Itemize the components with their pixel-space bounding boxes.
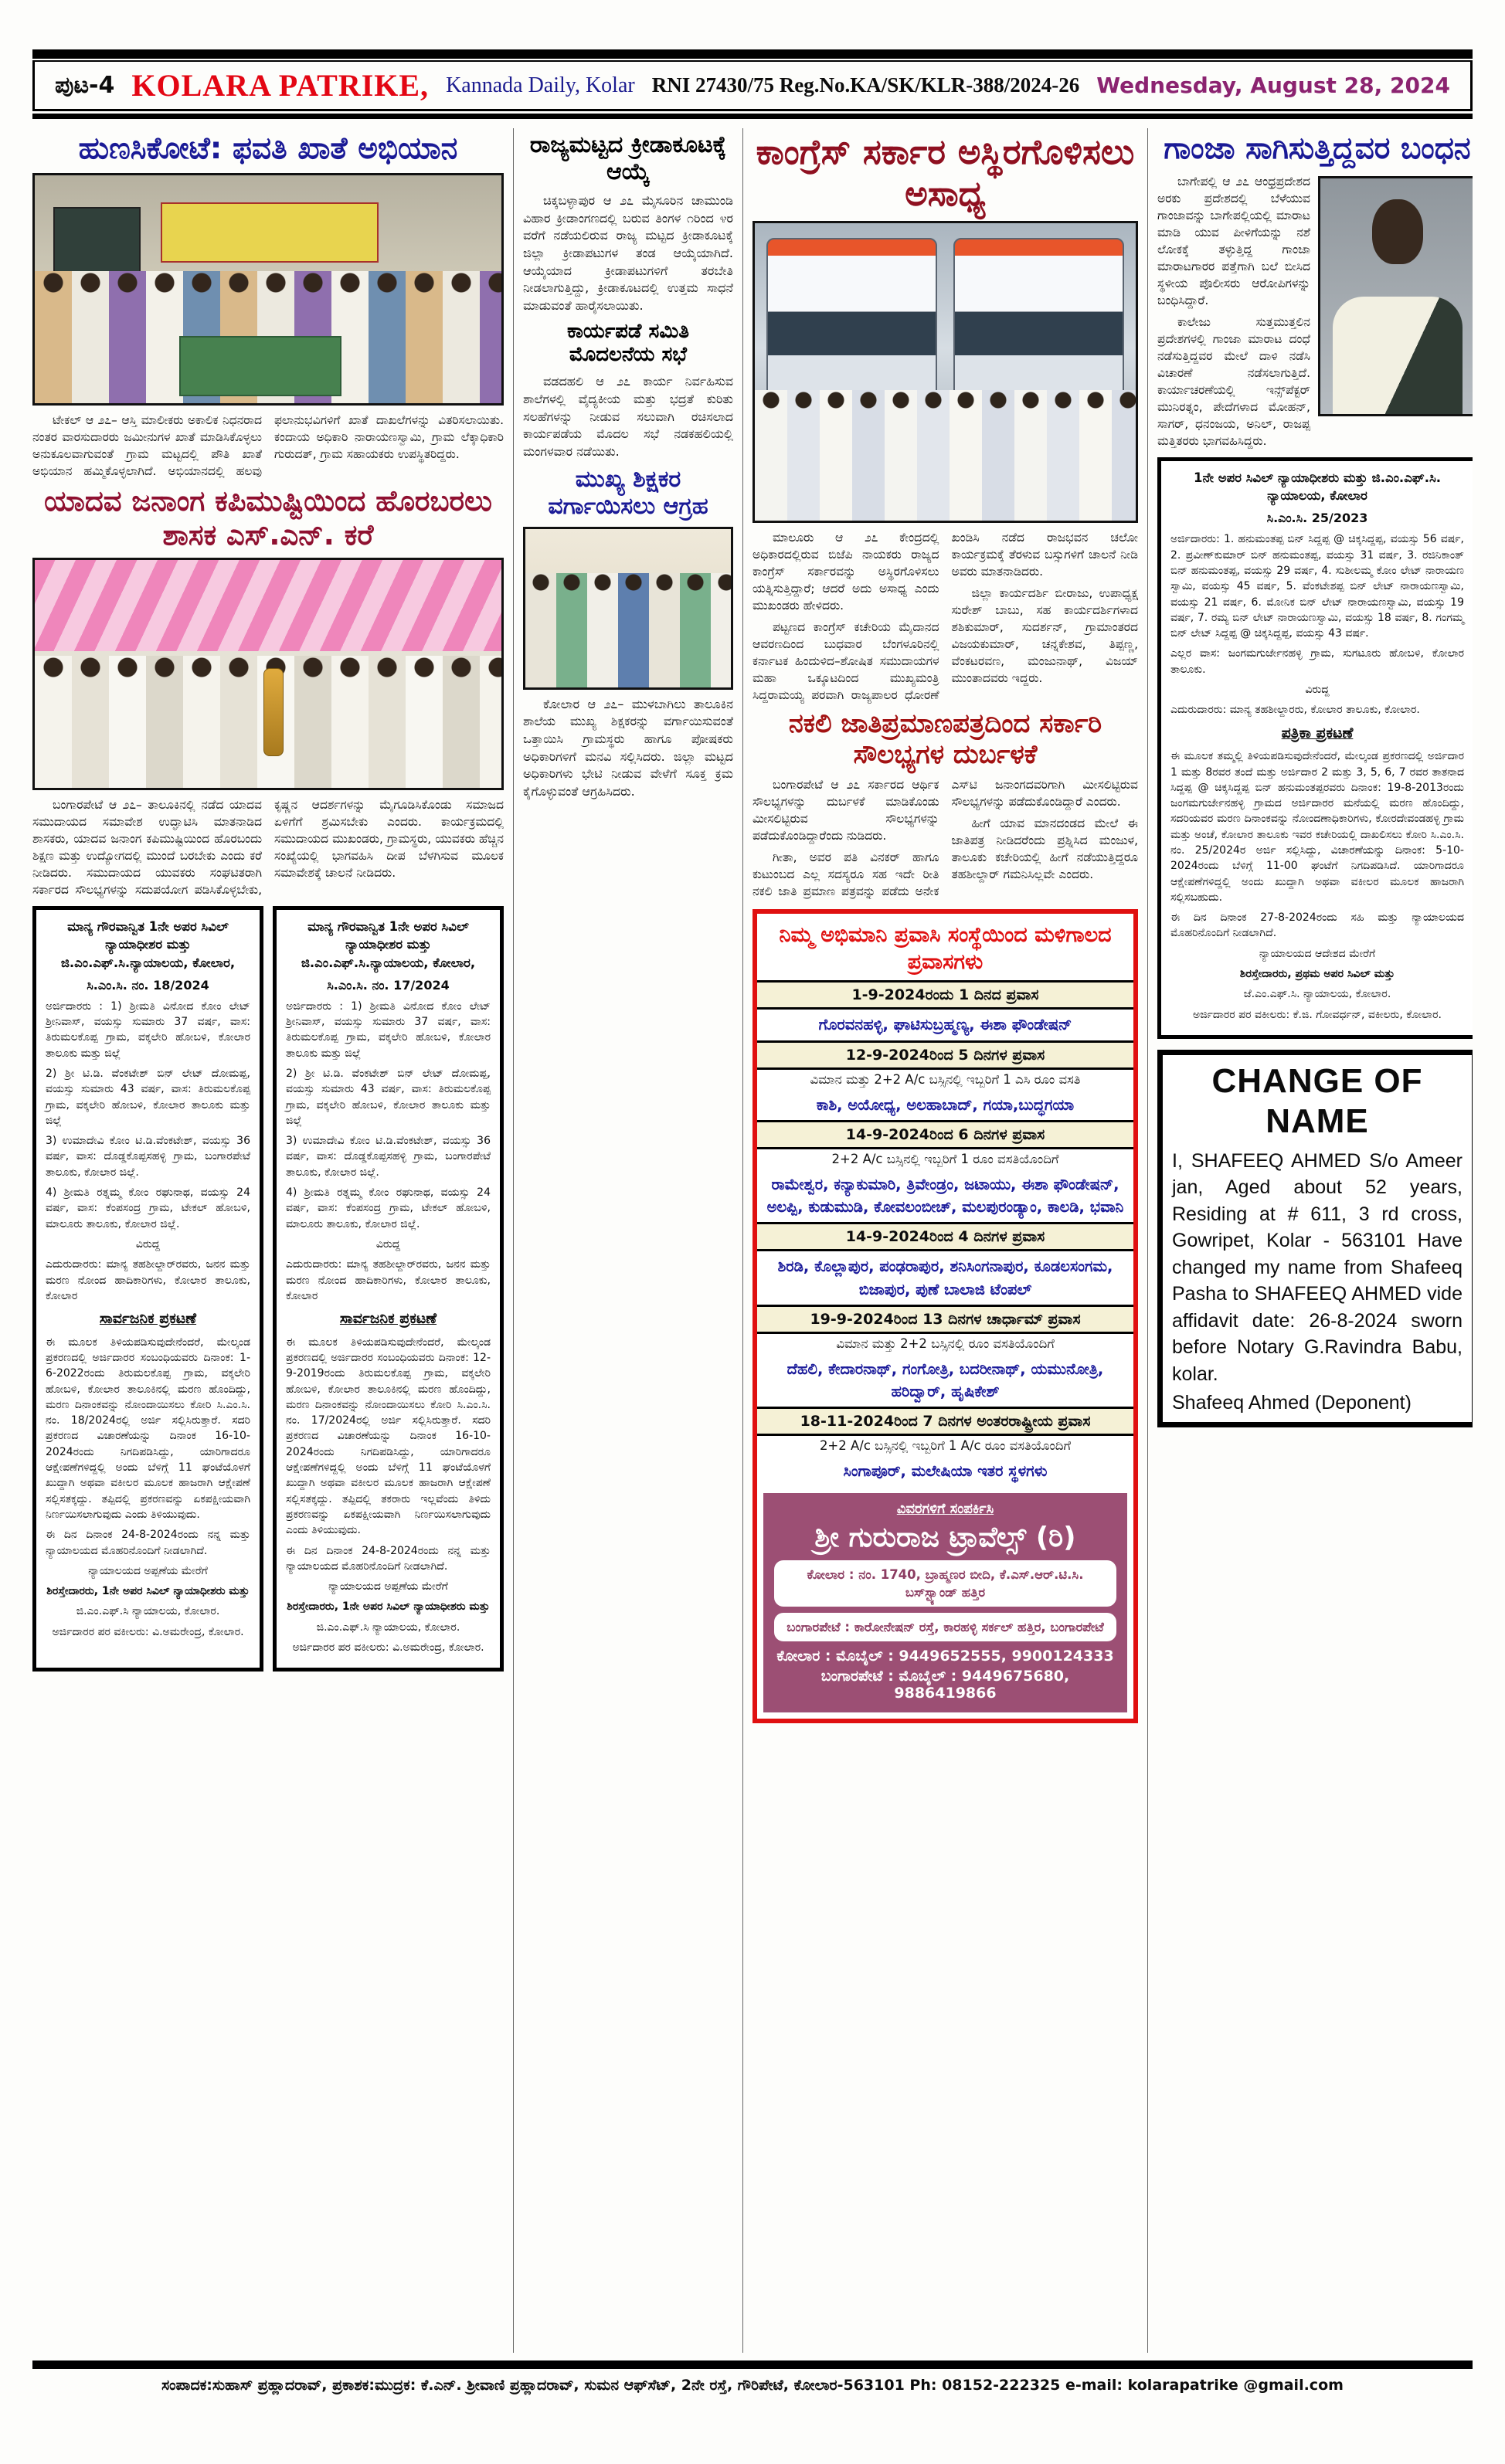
photo-decoration [161,202,379,263]
page-columns [32,128,1473,2353]
tour-date: 18-11-2024ರಿಂದ 7 ದಿನಗಳ ಅಂತರರಾಷ್ಟ್ರೀಯ ಪ್ರವಾಸ [757,1407,1133,1436]
paragraph: ಕಾಲೇಜು ಸುತ್ತಮುತ್ತಲಿನ ಪ್ರದೇಶಗಳಲ್ಲಿ ಗಾಂಜಾ ಮಾರಾಟ ದಂಧೆ ನಡೆಸುತ್ತಿದ್ದವರ ಮೇಲೆ ದಾಳಿ ನಡೆಸಿ ವಿಚಾರಣೆ ನಡೆಸಲಾಗುತ್ತಿದೆ. ಕಾರ್ಯಾಚರಣೆಯಲ್ಲಿ ಇನ್ಸ್‌ಪೆಕ್ಟರ್ ಮುನಿರತ್ನಂ, ಪೇದೆಗಳಾದ ಮೋಹನ್, ಸಾಗರ್, ಧನಂಜಯ, ಅನಿಲ್, ರಾಜಪ್ಪ ಮತ್ತಿತರರು ಭಾಗವಹಿಸಿದ್ದರು. [1157,315,1310,449]
masthead-rule [32,114,1473,119]
paragraph: ಟೇಕಲ್ ಆ ೨೭– ಆಸ್ತಿ ಮಾಲೀಕರು ಅಕಾಲಿಕ ನಿಧನರಾದ ನಂತರ ವಾರಸುದಾರರು ಜಮೀನುಗಳ ಖಾತೆ ಮಾಡಿಸಿಕೊಳ್ಳಲು ಅನುಕೂಲವಾಗುವಂತೆ ಗ್ರಾಮ ಮಟ್ಟದಲ್ಲಿ ಪೌತಿ ಖಾತೆ ಅಭಿಯಾನ ಹಮ್ಮಿಕೊಳ್ಳಲಾಗಿದೆ. ಅಭಿಯಾನದಲ್ಲಿ ಹಲವು ಫಲಾನುಭವಿಗಳಿಗೆ ಖಾತೆ ದಾಖಲೆಗಳನ್ನು ವಿತರಿಸಲಾಯಿತು. ಕಂದಾಯ ಅಧಿಕಾರಿ ನಾರಾಯಣಸ್ವಾಮಿ, ಗ್ರಾಮ ಲೆಕ್ಕಾಧಿಕಾರಿ ಗುರುದತ್, ಗ್ರಾಮ ಸಹಾಯಕರು ಉಪಸ್ಥಿತರಿದ್ದರು. [32,413,504,479]
photo-bus-flagoff [752,221,1138,523]
article-body [523,696,733,801]
notice-designation: ಜಿ.ಎಂ.ಎಫ್.ಸಿ ನ್ಯಾಯಾಲಯ, ಕೋಲಾರ. [76,1605,220,1618]
paragraph: ಬಂಗಾರಪೇಟೆ ಆ ೨೭ ಸರ್ಕಾರದ ಆರ್ಥಿಕ ಸೌಲಭ್ಯಗಳನ್ನು ದುರ್ಬಳಕೆ ಮಾಡಿಕೊಂಡು ಮೀಸಲಿಟ್ಟಿರುವ ಸೌಲಭ್ಯಗಳನ್ನು ಪಡೆದುಕೊಂಡಿದ್ದಾರೆಂದು ನುಡಿದರು. [752,778,939,843]
article-headline: ನಕಲಿ ಜಾತಿಪ್ರಮಾಣಪತ್ರದಿಂದ ಸರ್ಕಾರಿ ಸೌಲಭ್ಯಗಳ ದುರ್ಬಳಕೆ [788,708,1102,771]
photo-yadava-event [32,558,504,790]
change-of-name-signature: Shafeeq Ahmed (Deponent) [1172,1392,1412,1414]
paragraph: ಜಿಲ್ಲಾ ಕಾರ್ಯದರ್ಶಿ ಬೀರಾಜು, ಉಪಾಧ್ಯಕ್ಷ ಸುರೇಶ್ ಬಾಬು, ಸಹ ಕಾರ್ಯದರ್ಶಿಗಳಾದ ಶಶಿಕುಮಾರ್, ಸುದರ್ಶನ್, ಗ್ರಾಮಾಂತರದ ವಿಜಯಕುಮಾರ್, ಚನ್ನಕೇಶವ, ತಿಪ್ಪಣ್ಣ, ವೆಂಕಟರವಣ, ಮಂಜುನಾಥ್, ವಿಜಯ್ ಮುಂತಾದವರು ಇದ್ದರು. [951,586,1138,685]
ad-address-kolar: ಕೋಲಾರ : ನಂ. 1740, ಬ್ರಾಹ್ಮಣರ ಬೀದಿ, ಕೆ.ಎಸ್.ಆರ್.ಟಿ.ಸಿ. ಬಸ್‌ಸ್ಟ್ಯಾಂಡ್ ಹತ್ತಿರ [774,1560,1116,1607]
photo-decoration [525,573,731,687]
court-notice-cmc18 [32,906,263,1672]
article-sports-selection [523,131,733,315]
ad-tour-row [757,1040,1133,1120]
article-body [752,776,1138,900]
notice-designation: ಶಿರಸ್ತೇದಾರರು, ಪ್ರಥಮ ಅಪರ ಸಿವಿಲ್ ಮತ್ತು [1239,968,1395,981]
notice-court-title: ಮಾನ್ಯ ಗೌರವಾನ್ವಿತ 1ನೇ ಅಪರ ಸಿವಿಲ್ ನ್ಯಾಯಾಧೀಶರ ಮತ್ತು ಜಿ.ಎಂ.ಎಫ್.ಸಿ.ನ್ಯಾಯಾಲಯ, ಕೋಲಾರ, [301,919,476,970]
ad-agency-contact [763,1493,1127,1712]
column-4 [1147,128,1473,2353]
notice-advocate: ಅರ್ಜಿದಾರರ ಪರ ವಕೀಲರು: ವಿ.ಅಮರೇಂದ್ರ, ಕೋಲಾರ. [292,1641,484,1655]
column-3 [742,128,1138,2353]
tour-destinations: ರಾಮೇಶ್ವರ, ಕನ್ಯಾಕುಮಾರಿ, ತ್ರಿವೇಂಡ್ರಂ, ಜಟಾಯು, ಈಶಾ ಫೌಂಡೇಷನ್, ಅಲಪ್ಪಿ, ಕುಡುಮುಡಿ, ಕೋವಲಂಬೀಚ್, ಮಲಪುರಂಡ್ಯಾಂ, ಕಾಲಡಿ, ಭವಾನಿ [766,1175,1124,1217]
page-top-rule [32,49,1473,59]
notice-designation: ಶಿರಸ್ತೇದಾರರು, 1ನೇ ಅಪರ ಸಿವಿಲ್ ನ್ಯಾಯಾಧೀಶರು ಮತ್ತು [46,1585,250,1598]
article-yadava [32,484,504,898]
notice-applicant: 3) ಉಮಾದೇವಿ ಕೋಂ ಟಿ.ಡಿ.ವೆಂಕಟೇಶ್, ವಯಸ್ಸು 36 ವರ್ಷ, ವಾಸ: ದೊಡ್ಡಕೊಪ್ಪಸಹಳ್ಳಿ ಗ್ರಾಮ, ಬಂಗಾರಪೇಟೆ ತಾಲೂಕು, ಕೋಲಾರ ಜಿಲ್ಲೆ. [46,1135,250,1179]
notice-applicants: ಅರ್ಜಿದಾರರು: 1. ಹನುಮಂತಪ್ಪ ಬಿನ್ ಸಿದ್ದಪ್ಪ @ ಚಿಕ್ಕಸಿದ್ದಪ್ಪ, ವಯಸ್ಸು 56 ವರ್ಷ, 2. ಪ್ರವೀಣ್‌ಕುಮಾರ್ ಬಿನ್ ಹನುಮಂತಪ್ಪ, ವಯಸ್ಸು 31 ವರ್ಷ, 3. ರಜಿನಿಕಾಂತ್ ಬಿನ್ ಹನುಮಂತಪ್ಪ, ವಯಸ್ಸು 29 ವರ್ಷ, 4. ಸುಶೀಲಮ್ಮ ಕೋಂ ಲೇಟ್ ನಾರಾಯಣ ಸ್ವಾಮಿ, ವಯಸ್ಸು 45 ವರ್ಷ, 5. ವೆಂಕಟೇಶಪ್ಪ ಬಿನ್ ಲೇಟ್ ನಾರಾಯಣಸ್ವಾಮಿ, ವಯಸ್ಸು 21 ವರ್ಷ, 6. ಮೋನಿಕ ಬಿನ್ ಲೇಟ್ ನಾರಾಯಣಸ್ವಾಮಿ, ವಯಸ್ಸು 19 ವರ್ಷ, 7. ರಮ್ಯ ಬಿನ್ ಲೇಟ್ ನಾರಾಯಣಸ್ವಾಮಿ, ವಯಸ್ಸು 18 ವರ್ಷ, 8. ಗಂಗಮ್ಮ ಬಿನ್ ಲೇಟ್ ಸಿದ್ದಪ್ಪ @ ಚಿಕ್ಕಸಿದ್ದಪ್ಪ, ವಯಸ್ಸು 43 ವರ್ಷ. [1170,533,1464,640]
article-body [523,192,733,315]
notice-issued: ಈ ದಿನ ದಿನಾಂಕ 27-8-2024ರಂದು ಸಹಿ ಮತ್ತು ನ್ಯಾಯಾಲಯದ ಮೊಹರಿನೊಂದಿಗೆ ನೀಡಲಾಗಿದೆ. [1170,911,1464,940]
notice-body: ಈ ಮೂಲಕ ತಿಳಿಯಪಡಿಸುವುದೇನೆಂದರೆ, ಮೇಲ್ಕಂಡ ಪ್ರಕರಣದಲ್ಲಿ ಅರ್ಜಿದಾರರ ಸಂಬಂಧಿಯವರು ದಿನಾಂಕ: 12-9-2019ರಂದು ತಿರುಮಲಕೊಪ್ಪ ಗ್ರಾಮ, ವಕ್ಕಲೇರಿ ಹೋಬಳಿ, ಕೋಲಾರ ತಾಲೂಕಿನಲ್ಲಿ ಮರಣ ಹೊಂದಿದ್ದು, ಮರಣ ದಿನಾಂಕವನ್ನು ನೋಂದಾಯಿಸಲು ಕೋರಿ ಸಿ.ಎಂ.ಸಿ. ನಂ. 17/2024ರಲ್ಲಿ ಅರ್ಜಿ ಸಲ್ಲಿಸಿರುತ್ತಾರೆ. ಸದರಿ ಪ್ರಕರಣದ ವಿಚಾರಣೆಯನ್ನು ದಿನಾಂಕ 16-10-2024ರಂದು ನಿಗದಿಪಡಿಸಿದ್ದು, ಯಾರಿಗಾದರೂ ಆಕ್ಷೇಪಣೆಗಳಿದ್ದಲ್ಲಿ ಅಂದು ಬೆಳಿಗ್ಗೆ 11 ಘಂಟೆಯೊಳಗೆ ಖುದ್ದಾಗಿ ಅಥವಾ ವಕೀಲರ ಮೂಲಕ ಹಾಜರಾಗಿ ಆಕ್ಷೇಪಣೆ ಸಲ್ಲಿಸತಕ್ಕದ್ದು. ತಪ್ಪಿದಲ್ಲಿ ತಕರಾರು ಇಲ್ಲವೆಂದು ತಿಳಿದು ಪ್ರಕರಣವನ್ನು ಏಕಪಕ್ಷೀಯವಾಗಿ ನಿರ್ಣಯಿಸಲಾಗುವುದು ಎಂದು ತಿಳಿಯುವುದು. [286,1336,491,1537]
change-of-name-notice [1157,1050,1473,1427]
article-khata-campaign [32,131,504,480]
footer-rule [32,2360,1473,2369]
notice-by-order: ನ್ಯಾಯಾಲಯದ ಆದೇಶದ ಮೇರೆಗೆ [1259,947,1376,960]
article-body [523,373,733,461]
newspaper-title: KOLARA PATRIKE, [131,68,430,103]
notice-designation: ಜಿ.ಎಂ.ಎಫ್.ಸಿ ನ್ಯಾಯಾಲಯ, ಕೋಲಾರ. [316,1621,460,1634]
photo-headmaster-memorandum [523,527,733,690]
paragraph: ಹೀಗೆ ಯಾವ ಮಾನದಂಡದ ಮೇಲೆ ಈ ಜಾತಿಪತ್ರ ನೀಡಿದರೆಂದು ಪ್ರಶ್ನಿಸಿದ ಮಂಜುಳ, ತಾಲೂಕು ಕಚೇರಿಯಲ್ಲಿ ಹೀಗೆ ನಡೆಯುತ್ತಿದ್ದರೂ ತಹಶೀಲ್ದಾರ್ ಗಮನಿಸಿಲ್ಲವೇ ಎಂದರು. [951,816,1138,882]
notice-advocate: ಅರ್ಜಿದಾರರ ಪರ ವಕೀಲರು: ಕೆ.ಜಿ. ಗೋವರ್ಧನ್, ವಕೀಲರು, ಕೋಲಾರ. [1193,1008,1442,1021]
notice-applicant: ಅರ್ಜಿದಾರರು : 1) ಶ್ರೀಮತಿ ವಿನೋದ ಕೋಂ ಲೇಟ್ ಶ್ರೀನಿವಾಸ್, ವಯಸ್ಸು ಸುಮಾರು 37 ವರ್ಷ, ವಾಸ: ತಿರುಮಲಕೊಪ್ಪ ಗ್ರಾಮ, ವಕ್ಕಲೇರಿ ಹೋಬಳಿ, ಕೋಲಾರ ತಾಲೂಕು ಮತ್ತು ಜಿಲ್ಲೆ [46,1000,250,1060]
photo-decoration [766,238,937,402]
article-congress-government [752,131,1138,704]
notice-body: ಈ ಮೂಲಕ ತಿಳಿಯಪಡಿಸುವುದೇನೆಂದರೆ, ಮೇಲ್ಕಂಡ ಪ್ರಕರಣದಲ್ಲಿ ಅರ್ಜಿದಾರರ ಸಂಬಂಧಿಯವರು ದಿನಾಂಕ: 1-6-2022ರಂದು ತಿರುಮಲಕೊಪ್ಪ ಗ್ರಾಮ, ವಕ್ಕಲೇರಿ ಹೋಬಳಿ, ಕೋಲಾರ ತಾಲೂಕಿನಲ್ಲಿ ಮರಣ ಹೊಂದಿದ್ದು, ಮರಣ ದಿನಾಂಕವನ್ನು ನೋಂದಾಯಿಸಲು ಕೋರಿ ಸಿ.ಎಂ.ಸಿ. ನಂ. 18/2024ರಲ್ಲಿ ಅರ್ಜಿ ಸಲ್ಲಿಸಿರುತ್ತಾರೆ. ಸದರಿ ಪ್ರಕರಣದ ವಿಚಾರಣೆಯನ್ನು ದಿನಾಂಕ 16-10-2024ರಂದು ನಿಗದಿಪಡಿಸಿದ್ದು, ಯಾರಿಗಾದರೂ ಆಕ್ಷೇಪಣೆಗಳಿದ್ದಲ್ಲಿ ಅಂದು ಬೆಳಿಗ್ಗೆ 11 ಘಂಟೆಯೊಳಗೆ ಖುದ್ದಾಗಿ ಅಥವಾ ವಕೀಲರ ಮೂಲಕ ಹಾಜರಾಗಿ ಆಕ್ಷೇಪಣೆ ಸಲ್ಲಿಸತಕ್ಕದ್ದು. ತಪ್ಪಿದಲ್ಲಿ ಪ್ರಕರಣವನ್ನು ಏಕಪಕ್ಷೀಯವಾಗಿ ನಿರ್ಣಯಿಸಲಾಗುವುದು ಎಂದು ತಿಳಿಯುವುದು. [46,1336,250,1521]
page-number-label: ಪುಟ-4 [55,72,115,99]
imprint-line: ಸಂಪಾದಕ:ಸುಹಾಸ್ ಪ್ರಹ್ಲಾದರಾವ್, ಪ್ರಕಾಶಕ:ಮುದ್ರಕ: ಕೆ.ಎನ್. ಶ್ರೀವಾಣಿ ಪ್ರಹ್ಲಾದರಾವ್, ಸುಮನ ಆಫ್‌ಸೆಟ್, 2ನೇ ರಸ್ತೆ, ಗೌರಿಪೇಟೆ, ಕೋಲಾರ-563101 Ph: 08152-222325 e-mail: kolarapatrike @gmail.com [161,2377,1344,2394]
paragraph: ಪಟ್ಟಣದ ಕಾಂಗ್ರೆಸ್ ಕಚೇರಿಯ ಮೈದಾನದ ಆವರಣದಿಂದ ಬುಧವಾರ ಬೆಂಗಳೂರಿನಲ್ಲಿ ಕರ್ನಾಟಕ ಹಿಂದುಳಿದ–ಶೋಷಿತ ಸಮುದಾಯಗಳ ಮಹಾ ಒಕ್ಕೂಟದಿಂದ ಮುಖ್ಯಮಂತ್ರಿ ಸಿದ್ದರಾಮಯ್ಯ ಪರವಾಗಿ ರಾಜ್ಯಪಾಲರ ಧೋರಣೆ ಖಂಡಿಸಿ ನಡೆದ ರಾಜಭವನ ಚಲೋ ಕಾರ್ಯಕ್ರಮಕ್ಕೆ ತೆರಳುವ ಬಸ್ಸುಗಳಿಗೆ ಚಾಲನೆ ನೀಡಿ ಅವರು ಮಾತನಾಡಿದರು. [752,531,1138,702]
notice-court-title: ಮಾನ್ಯ ಗೌರವಾನ್ವಿತ 1ನೇ ಅಪರ ಸಿವಿಲ್ ನ್ಯಾಯಾಧೀಶರ ಮತ್ತು ಜಿ.ಎಂ.ಎಫ್.ಸಿ.ನ್ಯಾಯಾಲಯ, ಕೋಲಾರ, [60,919,236,970]
notice-section-title: ಪತ್ರಿಕಾ ಪ್ರಕಟಣೆ [1281,724,1354,742]
registration-number: RNI 27430/75 Reg.No.KA/SK/KLR-388/2024-26 [651,73,1080,97]
notice-advocate: ಅರ್ಜಿದಾರರ ಪರ ವಕೀಲರು: ವಿ.ಅಮರೇಂದ್ರ, ಕೋಲಾರ. [52,1625,244,1638]
court-notice-cmc25 [1157,457,1473,1039]
notice-applicant: 4) ಶ್ರೀಮತಿ ರತ್ನಮ್ಮ ಕೋಂ ರಘುನಾಥ, ವಯಸ್ಸು 24 ವರ್ಷ, ವಾಸ: ಕೆಂಪಸಂದ್ರ ಗ್ರಾಮ, ಟೇಕಲ್ ಹೋಬಳಿ, ಮಾಲೂರು ತಾಲೂಕು, ಕೋಲಾರ ಜಿಲ್ಲೆ. [46,1186,250,1230]
notice-body: ಈ ಮೂಲಕ ತಮ್ಮಲ್ಲಿ ತಿಳಿಯಪಡಿಸುವುದೇನೆಂದರೆ, ಮೇಲ್ಕಂಡ ಪ್ರಕರಣದಲ್ಲಿ ಅರ್ಜಿದಾರ 1 ಮತ್ತು 8ರವರ ತಂದೆ ಮತ್ತು ಅರ್ಜಿದಾರ 2 ಮತ್ತು 3, 5, 6, 7 ರವರ ತಾತನಾದ ಸಿದ್ದಪ್ಪ @ ಚಿಕ್ಕಸಿದ್ದಪ್ಪ ಬಿನ್ ಹನುಮಂತಪ್ಪರವರು ದಿನಾಂಕ: 19-8-2013ರಂದು ಜಂಗಮಗುರ್ಜೇನಹಳ್ಳಿ ಗ್ರಾಮದ ಅರ್ಜಿದಾರರ ಮನೆಯಲ್ಲಿ ಮರಣ ಹೊಂದಿದ್ದು, ಸದರಿಯವರ ಮರಣ ದಿನಾಂಕವನ್ನು ನೋಂದಣಾಧಿಕಾರಿಗಳು, ಕೋರದೇವಂಡಹಳ್ಳಿ ಗ್ರಾಮ ಮತ್ತು ಅಂಚೆ, ಕೋಲಾರ ತಾಲೂಕು ಇವರ ಕಚೇರಿಯಲ್ಲಿ ದಾಖಲಿಸಲು ಕೋರಿ ಸಿ.ಎಂ.ಸಿ. ನಂ. 25/2024ರ ಅರ್ಜಿ ಸಲ್ಲಿಸಿದ್ದು, ವಿಚಾರಣೆಯನ್ನು ದಿನಾಂಕ: 5-10-2024ರಂದು ಬೆಳಿಗ್ಗೆ 11-00 ಘಂಟೆಗೆ ನಿಗದಿಪಡಿಸಿದೆ. ಯಾರಿಗಾದರೂ ಆಕ್ಷೇಪಣೆಗಳಿದ್ದಲ್ಲಿ ಅಂದು ಖುದ್ದಾಗಿ ಅಥವಾ ವಕೀಲರ ಮೂಲಕ ಹಾಜರಾಗಿ ಸಲ್ಲಿಸಬಹುದು. [1170,750,1464,904]
notice-case-number: ಸಿ.ಎಂ.ಸಿ. 25/2023 [1266,511,1368,526]
article-body [32,796,504,898]
notice-designation: ಜೆ.ಎಂ.ಎಫ್.ಸಿ. ನ್ಯಾಯಾಲಯ, ಕೋಲಾರ. [1243,988,1391,1001]
notice-designation: ಶಿರಸ್ತೇದಾರರು, 1ನೇ ಅಪರ ಸಿವಿಲ್ ನ್ಯಾಯಾಧೀಶರು ಮತ್ತು [287,1600,490,1614]
issue-date: Wednesday, August 28, 2024 [1096,73,1450,98]
notice-versus: ವಿರುದ್ದ [375,1237,401,1251]
notice-issued: ಈ ದಿನ ದಿನಾಂಕ 24-8-2024ರಂದು ನನ್ನ ಮತ್ತು ನ್ಯಾಯಾಲಯದ ಮೊಹರಿನೊಂದಿಗೆ ನೀಡಲಾಗಿದೆ. [46,1529,250,1557]
paragraph: ವಡದಹಲಿ ಆ ೨೭ ಕಾರ್ಯ ನಿರ್ವಹಿಸುವ ಶಾಲೆಗಳಲ್ಲಿ ವೈದ್ಯಕೀಯ ಮತ್ತು ಭದ್ರತೆ ಕುರಿತು ಸಲಹೆಗಳನ್ನು ನೀಡುವ ಸಲುವಾಗಿ ರಚಿಸಲಾದ ಕಾರ್ಯಪಡೆಯ ಮೊದಲ ಸಭೆ ನಡಕಹಲಿಯಲ್ಲಿ ಮಂಗಳವಾರ ನಡೆಯಿತು. [523,374,733,460]
article-headline: ಹುಣಸಿಕೋಟೆ: ಫವತಿ ಖಾತೆ ಅಭಿಯಾನ [78,131,458,166]
article-body [32,412,504,480]
notice-by-order: ನ್ಯಾಯಾಲಯದ ಅಪ್ಪಣೆಯ ಮೇರೆಗೆ [88,1564,208,1577]
article-headline: ರಾಜ್ಯಮಟ್ಟದ ಕ್ರೀಡಾಕೂಟಕ್ಕೆ ಆಯ್ಕೆ [529,131,727,186]
ad-address-bangarpet: ಬಂಗಾರಪೇಟೆ : ಕಾರೋನೇಷನ್ ರಸ್ತೆ, ಕಾರಹಳ್ಳಿ ಸರ್ಕಲ್ ಹತ್ತಿರ, ಬಂಗಾರಪೇಟೆ [774,1613,1116,1641]
notice-respondents: ಎದುರುದಾರರು: ಮಾನ್ಯ ತಹಶೀಲ್ದಾರ್‌ರವರು, ಜನನ ಮತ್ತು ಮರಣ ನೋಂದ ಹಾದಿಕಾರಿಗಳು, ಕೋಲಾರ ತಾಲೂಕು, ಕೋಲಾರ [286,1258,491,1302]
ad-phone-kolar: ಕೋಲಾರ : ಮೊಬೈಲ್ : 9449652555, 9900124333 [776,1647,1114,1665]
ad-tour-row [757,980,1133,1040]
photo-decoration [755,390,1136,521]
notice-applicant: 3) ಉಮಾದೇವಿ ಕೋಂ ಟಿ.ಡಿ.ವೆಂಕಟೇಶ್, ವಯಸ್ಸು 36 ವರ್ಷ, ವಾಸ: ದೊಡ್ಡಕೊಪ್ಪಸಹಳ್ಳಿ ಗ್ರಾಮ, ಬಂಗಾರಪೇಟೆ ತಾಲೂಕು, ಕೋಲಾರ ಜಿಲ್ಲೆ. [286,1135,491,1179]
article-task-force-meeting [523,320,733,461]
notice-respondents: ಎದುರುದಾರರು: ಮಾನ್ಯ ತಹಶೀಲ್ದಾರ್‌ರವರು, ಜನನ ಮತ್ತು ಮರಣ ನೋಂದ ಹಾದಿಕಾರಿಗಳು, ಕೋಲಾರ ತಾಲೂಕು, ಕೋಲಾರ [46,1258,250,1302]
photo-decoration [179,336,341,396]
notice-versus: ವಿರುದ್ದ [1305,684,1330,697]
tour-date: 14-9-2024ರಿಂದ 4 ದಿನಗಳ ಪ್ರವಾಸ [757,1222,1133,1251]
tour-note: 2+2 A/c ಬಸ್ಸಿನಲ್ಲಿ ಇಬ್ಬರಿಗೆ 1 ರೂಂ ವಸತಿಯೊಂದಿಗೆ [831,1151,1059,1166]
notice-applicant: 2) ಶ್ರೀ ಟಿ.ಡಿ. ವೆಂಕಟೇಶ್ ಬಿನ್ ಲೇಟ್ ದೋಮಪ್ಪ, ವಯಸ್ಸು ಸುಮಾರು 43 ವರ್ಷ, ವಾಸ: ತಿರುಮಲಕೊಪ್ಪ ಗ್ರಾಮ, ವಕ್ಕಲೇರಿ ಹೋಬಳಿ, ಕೋಲಾರ ತಾಲೂಕು ಮತ್ತು ಜಿಲ್ಲೆ [46,1067,250,1127]
newspaper-subtitle: Kannada Daily, Kolar [446,73,635,97]
article-headline: ಯಾದವ ಜನಾಂಗ ಕಪಿಮುಷ್ಟಿಯಿಂದ ಹೊರಬರಲು ಶಾಸಕ ಎಸ್.ಎನ್. ಕರೆ [44,484,492,552]
notice-residence: ಎಲ್ಲರ ವಾಸ: ಜಂಗಮಗುರ್ಜೇನಹಳ್ಳಿ ಗ್ರಾಮ, ಸುಗಟೂರು ಹೋಬಳಿ, ಕೋಲಾರ ತಾಲೂಕು. [1170,647,1464,676]
photo-khata-campaign [32,173,504,406]
tour-note: 2+2 A/c ಬಸ್ಸಿನಲ್ಲಿ ಇಬ್ಬರಿಗೆ 1 A/c ರೂಂ ವಸತಿಯೊಂದಿಗೆ [819,1438,1072,1454]
photo-decoration [263,668,284,756]
tour-destinations: ಸಿಂಗಾಪೂರ್, ಮಲೇಷಿಯಾ ಇತರ ಸ್ಥಳಗಳು [843,1462,1048,1481]
tour-date: 14-9-2024ರಿಂದ 6 ದಿನಗಳ ಪ್ರವಾಸ [757,1120,1133,1149]
ad-phone-bangarpet: ಬಂಗಾರಪೇಟೆ : ಮೊಬೈಲ್ : 9449675680, 9886419866 [820,1667,1070,1702]
column-2 [513,128,733,2353]
tour-destinations: ಕಾಶಿ, ಅಯೋಧ್ಯ, ಅಲಹಾಬಾದ್, ಗಯಾ,ಬುದ್ಧಗಯಾ [816,1095,1075,1114]
masthead [32,60,1473,111]
column-1 [32,128,504,2353]
ad-title: ನಿಮ್ಮ ಅಭಿಮಾನಿ ಪ್ರವಾಸಿ ಸಂಸ್ಥೆಯಿಂದ ಮಳಿಗಾಲದ ಪ್ರವಾಸಗಳು [779,923,1112,975]
ad-tour-row [757,1407,1133,1486]
paragraph: ಬಂಗಾರಪೇಟೆ ಆ ೨೭– ತಾಲೂಕಿನಲ್ಲಿ ನಡೆದ ಯಾದವ ಸಮುದಾಯದ ಸಮಾವೇಶ ಉದ್ಘಾಟಿಸಿ ಮಾತನಾಡಿದ ಶಾಸಕರು, ಯಾದವ ಜನಾಂಗ ಕಪಿಮುಷ್ಟಿಯಿಂದ ಹೊರಬಂದು ಶಿಕ್ಷಣ ಮತ್ತು ಉದ್ಯೋಗದಲ್ಲಿ ಮುಂದೆ ಬರಬೇಕು ಎಂದು ಕರೆ ನೀಡಿದರು. ಸಮುದಾಯದ ಯುವಕರು ಸಂಘಟಿತರಾಗಿ ಸರ್ಕಾರದ ಸೌಲಭ್ಯಗಳನ್ನು ಸದುಪಯೋಗ ಪಡಿಸಿಕೊಳ್ಳಬೇಕು, ಕೃಷ್ಣನ ಆದರ್ಶಗಳನ್ನು ಮೈಗೂಡಿಸಿಕೊಂಡು ಸಮಾಜದ ಏಳಿಗೆಗೆ ಶ್ರಮಿಸಬೇಕು ಎಂದರು. ಕಾರ್ಯಕ್ರಮದಲ್ಲಿ ಸಮುದಾಯದ ಮುಖಂಡರು, ಗ್ರಾಮಸ್ಥರು, ಯುವಕರು ಹೆಚ್ಚಿನ ಸಂಖ್ಯೆಯಲ್ಲಿ ಭಾಗವಹಿಸಿ ದೀಪ ಬೆಳಗಿಸುವ ಮೂಲಕ ಸಮಾವೇಶಕ್ಕೆ ಚಾಲನೆ ನೀಡಿದರು. [32,798,504,898]
notice-by-order: ನ್ಯಾಯಾಲಯದ ಅಪ್ಪಣೆಯ ಮೇರೆಗೆ [328,1580,448,1593]
tour-note: ವಿಮಾನ ಮತ್ತು 2+2 A/c ಬಸ್ಸಿನಲ್ಲಿ ಇಬ್ಬರಿಗೆ 1 ಎಸಿ ರೂಂ ವಸತಿ [810,1071,1081,1087]
photo-decoration [1333,297,1463,415]
photo-arrested-man [1318,176,1473,416]
article-headline: ಕಾಂಗ್ರೆಸ್ ಸರ್ಕಾರ ಅಸ್ಥಿರಗೊಳಿಸಲು ಅಸಾಧ್ಯ [756,131,1135,214]
article-body [752,529,1138,704]
notice-applicant: 4) ಶ್ರೀಮತಿ ರತ್ನಮ್ಮ ಕೋಂ ರಘುನಾಥ, ವಯಸ್ಸು 24 ವರ್ಷ, ವಾಸ: ಕೆಂಪಸಂದ್ರ ಗ್ರಾಮ, ಟೇಕಲ್ ಹೋಬಳಿ, ಮಾಲೂರು ತಾಲೂಕು, ಕೋಲಾರ ಜಿಲ್ಲೆ. [286,1186,491,1230]
photo-decoration [53,207,141,279]
article-headmaster-transfer [523,466,733,801]
article-fake-caste-certificate [752,708,1138,900]
article-headline: ಮುಖ್ಯ ಶಿಕ್ಷಕರ ವರ್ಗಾಯಿಸಲು ಆಗ್ರಹ [548,465,708,521]
notice-applicant: ಅರ್ಜಿದಾರರು : 1) ಶ್ರೀಮತಿ ವಿನೋದ ಕೋಂ ಲೇಟ್ ಶ್ರೀನಿವಾಸ್, ವಯಸ್ಸು ಸುಮಾರು 37 ವರ್ಷ, ವಾಸ: ತಿರುಮಲಕೊಪ್ಪ ಗ್ರಾಮ, ವಕ್ಕಲೇರಿ ಹೋಬಳಿ, ಕೋಲಾರ ತಾಲೂಕು ಮತ್ತು ಜಿಲ್ಲೆ [286,1000,491,1060]
tour-note: ವಿಮಾನ ಮತ್ತು 2+2 ಬಸ್ಸಿನಲ್ಲಿ ರೂಂ ವಸತಿಯೊಂದಿಗೆ [836,1336,1055,1351]
paragraph: ಮಾಲೂರು ಆ ೨೭ ಕೇಂದ್ರದಲ್ಲಿ ಅಧಿಕಾರದಲ್ಲಿರುವ ಬಿಜೆಪಿ ನಾಯಕರು ರಾಜ್ಯದ ಕಾಂಗ್ರೆಸ್ ಸರ್ಕಾರವನ್ನು ಅಸ್ಥಿರಗೊಳಿಸಲು ಯತ್ನಿಸುತ್ತಿದ್ದಾರೆ; ಆದರೆ ಅದು ಅಸಾಧ್ಯ ಎಂದು ಮುಖಂಡರು ಹೇಳಿದರು. [752,531,939,613]
court-notice-cmc17 [273,906,504,1672]
court-notice-row [32,906,504,1672]
article-ganja-arrest [1157,131,1473,450]
change-of-name-body: I, SHAFEEQ AHMED S/o Ameer jan, Aged about 52 years, Residing at # 611, 3 rd cross, Gowripet, Kolar - 563101 Have changed my name from Shafeeq Pasha to SHAFEEQ AHMED vide affidavit date: 26-8-2024 sworn before Notary G.Ravindra Babu, kolar. [1172,1149,1463,1385]
notice-case-number: ಸಿ.ಎಂ.ಸಿ. ನಂ. 17/2024 [327,977,450,993]
tour-date: 1-9-2024ರಂದು 1 ದಿನದ ಪ್ರವಾಸ [757,980,1133,1010]
paragraph: ಬಾಗೇಪಲ್ಲಿ ಆ ೨೭ ಆಂಧ್ರಪ್ರದೇಶದ ಅರಕು ಪ್ರದೇಶದಲ್ಲಿ ಬೆಳೆಯುವ ಗಾಂಜಾವನ್ನು ಬಾಗೇಪಲ್ಲಿಯಲ್ಲಿ ಮಾರಾಟ ಮಾಡಿ ಯುವ ಪೀಳಿಗೆಯನ್ನು ನಶೆ ಲೋಕಕ್ಕೆ ತಳ್ಳುತ್ತಿದ್ದ ಗಾಂಜಾ ಮಾರಾಟಗಾರರ ಪತ್ತೆಗಾಗಿ ಬಲೆ ಬೀಸಿದ ಸ್ಥಳೀಯ ಪೊಲೀಸರು ಆರೋಪಿಗಳನ್ನು ಬಂಧಿಸಿದ್ದಾರೆ. [1157,175,1310,308]
travel-agency-ad [752,909,1138,1723]
article-subhead: ಕಾರ್ಯಪಡೆ ಸಮಿತಿ ಮೊದಲನೆಯ ಸಭೆ [567,319,689,367]
tour-date: 12-9-2024ರಿಂದ 5 ದಿನಗಳ ಪ್ರವಾಸ [757,1040,1133,1070]
ad-tour-row [757,1120,1133,1223]
change-of-name-title: CHANGE OF NAME [1211,1061,1423,1140]
paragraph: ಚಿಕ್ಕಬಳ್ಳಾಪುರ ಆ ೨೭ ಮೈಸೂರಿನ ಚಾಮುಂಡಿ ವಿಹಾರ ಕ್ರೀಡಾಂಗಣದಲ್ಲಿ ಬರುವ ತಿಂಗಳ ೧ರಿಂದ ೪ರ ವರೆಗೆ ನಡೆಯಲಿರುವ ರಾಜ್ಯ ಮಟ್ಟದ ಕ್ರೀಡಾಕೂಟಕ್ಕೆ ಜಿಲ್ಲಾ ಕ್ರೀಡಾಪಟುಗಳ ತಂಡ ಆಯ್ಕೆಯಾಗಿದೆ. ಆಯ್ಕೆಯಾದ ಕ್ರೀಡಾಪಟುಗಳಿಗೆ ತರಬೇತಿ ನೀಡಲಾಗುತ್ತಿದ್ದು, ಕ್ರೀಡಾಕೂಟದಲ್ಲಿ ಉತ್ತಮ ಸಾಧನೆ ಮಾಡುವಂತೆ ಹಾರೈಸಲಾಯಿತು. [523,192,733,314]
notice-versus: ವಿರುದ್ದ [135,1237,161,1251]
ad-agency-name: ಶ್ರೀ ಗುರುರಾಜ ಟ್ರಾವೆಲ್ಸ್ (ರಿ) [814,1521,1076,1553]
ad-tour-row [757,1222,1133,1305]
photo-decoration [1372,199,1423,264]
ad-contact-label: ವಿವರಗಳಿಗೆ ಸಂಪರ್ಕಿಸಿ [896,1500,994,1517]
notice-applicant: 2) ಶ್ರೀ ಟಿ.ಡಿ. ವೆಂಕಟೇಶ್ ಬಿನ್ ಲೇಟ್ ದೋಮಪ್ಪ, ವಯಸ್ಸು ಸುಮಾರು 43 ವರ್ಷ, ವಾಸ: ತಿರುಮಲಕೊಪ್ಪ ಗ್ರಾಮ, ವಕ್ಕಲೇರಿ ಹೋಬಳಿ, ಕೋಲಾರ ತಾಲೂಕು ಮತ್ತು ಜಿಲ್ಲೆ [286,1067,491,1127]
article-headline: ಗಾಂಜಾ ಸಾಗಿಸುತ್ತಿದ್ದವರ ಬಂಧನ [1164,131,1471,166]
notice-issued: ಈ ದಿನ ದಿನಾಂಕ 24-8-2024ರಂದು ನನ್ನ ಮತ್ತು ನ್ಯಾಯಾಲಯದ ಮೊಹರಿನೊಂದಿಗೆ ನೀಡಲಾಗಿದೆ. [286,1544,491,1573]
notice-section-title: ಸಾರ್ವಜನಿಕ ಪ್ರಕಟಣೆ [339,1310,437,1328]
paragraph: ಕೋಲಾರ ಆ ೨೭– ಮುಳಬಾಗಿಲು ತಾಲೂಕಿನ ಶಾಲೆಯ ಮುಖ್ಯ ಶಿಕ್ಷಕರನ್ನು ವರ್ಗಾಯಿಸುವಂತೆ ಒತ್ತಾಯಿಸಿ ಗ್ರಾಮಸ್ಥರು ಹಾಗೂ ಪೋಷಕರು ಅಧಿಕಾರಿಗಳಿಗೆ ಮನವಿ ಸಲ್ಲಿಸಿದರು. ಜಿಲ್ಲಾ ಮಟ್ಟದ ಅಧಿಕಾರಿಗಳು ಭೇಟಿ ನೀಡುವ ವೇಳೆಗೆ ಸೂಕ್ತ ಕ್ರಮ ಕೈಗೊಳ್ಳುವಂತೆ ಆಗ್ರಹಿಸಿದರು. [523,696,733,799]
paragraph: ಗೀತಾ, ಅವರ ಪತಿ ವಿನಕರ್ ಹಾಗೂ ಕುಟುಂಬದ ಎಲ್ಲ ಸದಸ್ಯರೂ ಸಹ ಇದೇ ರೀತಿ ನಕಲಿ ಜಾತಿ ಪ್ರಮಾಣ ಪತ್ರವನ್ನು ಪಡೆದು ಅನೇಕ ಎಸ್‌ಟಿ ಜನಾಂಗದವರಿಗಾಗಿ ಮೀಸಲಿಟ್ಟಿರುವ ಸೌಲಭ್ಯಗಳನ್ನು ಪಡೆದುಕೊಂಡಿದ್ದಾರೆ ಎಂದರು. [752,778,1138,899]
photo-decoration [35,560,501,651]
notice-section-title: ಸಾರ್ವಜನಿಕ ಪ್ರಕಟಣೆ [99,1310,197,1328]
notice-court-title: 1ನೇ ಅಪರ ಸಿವಿಲ್ ನ್ಯಾಯಾಧೀಶರು ಮತ್ತು ಜಿ.ಎಂ.ಎಫ್.ಸಿ. ನ್ಯಾಯಾಲಯ, ಕೋಲಾರ [1193,470,1442,504]
notice-respondents: ಎದುರುದಾರರು: ಮಾನ್ಯ ತಹಶೀಲ್ದಾರರು, ಕೋಲಾರ ತಾಲೂಕು, ಕೋಲಾರ. [1170,704,1420,717]
tour-date: 19-9-2024ರಿಂದ 13 ದಿನಗಳ ಚಾರ್ಧಾಮ್ ಪ್ರವಾಸ [757,1305,1133,1334]
ad-tour-row [757,1305,1133,1407]
photo-decoration [953,238,1124,402]
tour-destinations: ಗೊರವನಹಳ್ಳಿ, ಘಾಟಿಸುಬ್ರಹ್ಮಣ್ಯ, ಈಶಾ ಫೌಂಡೇಷನ್ [818,1016,1072,1034]
tour-destinations: ಶಿರಡಿ, ಕೊಲ್ಲಾಪುರ, ಪಂಢರಾಪುರ, ಶನಿಸಿಂಗನಾಪುರ, ಕೂಡಲಸಂಗಮ, ಬಿಜಾಪುರ, ಪುಣೆ ಬಾಲಾಜಿ ಟೆಂಪಲ್ [777,1257,1113,1298]
tour-destinations: ದೆಹಲಿ, ಕೇದಾರನಾಥ್, ಗಂಗೋತ್ರಿ, ಬದರೀನಾಥ್, ಯಮುನೋತ್ರಿ, ಹರಿದ್ವಾರ್, ಹೃಷಿಕೇಶ್ [786,1359,1104,1401]
notice-case-number: ಸಿ.ಎಂ.ಸಿ. ನಂ. 18/2024 [87,977,209,993]
